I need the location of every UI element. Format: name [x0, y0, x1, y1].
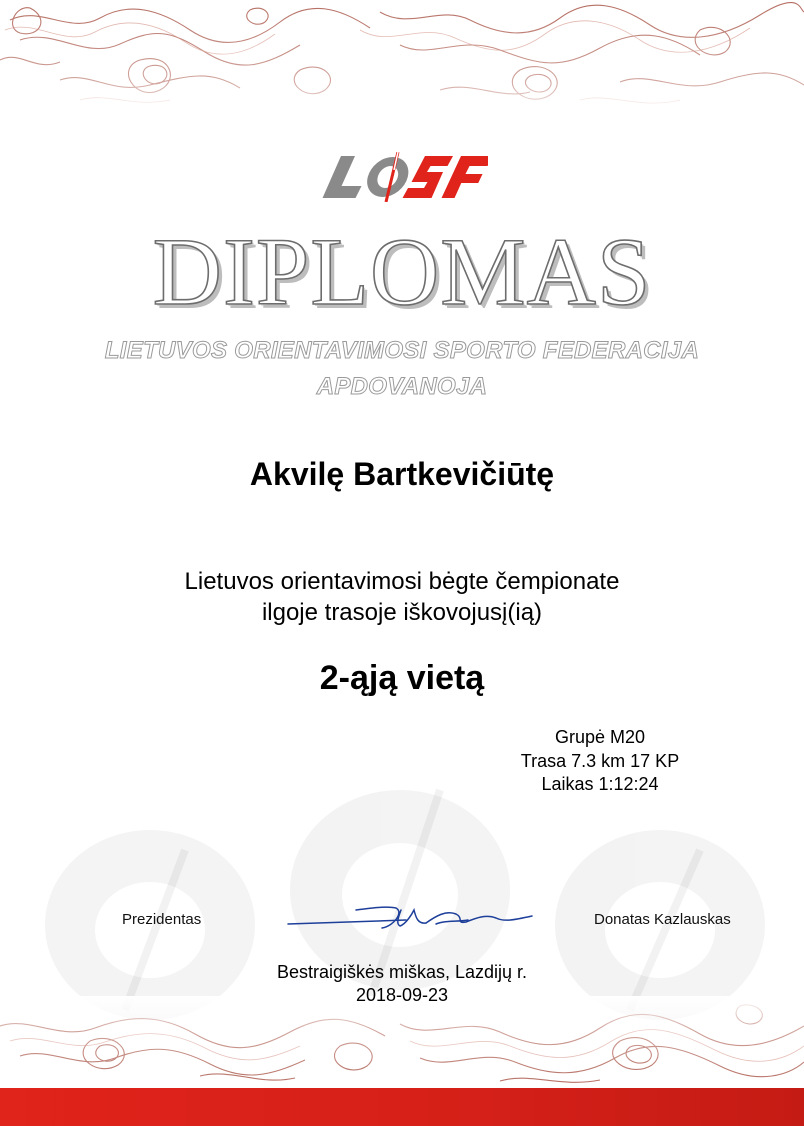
losf-logo [322, 152, 488, 202]
topographic-border-bottom [0, 996, 804, 1088]
course-label: Trasa 7.3 km 17 KP [520, 750, 680, 771]
event-info [0, 961, 804, 1007]
place-award: 2-ąją vietą [319, 659, 485, 697]
signer-role: Prezidentas [122, 911, 202, 928]
topographic-border-top [0, 0, 804, 118]
achievement-line-1: Lietuvos orientavimosi bėgte čempionate [184, 568, 620, 595]
group-label: Grupė M20 [554, 727, 646, 747]
awards-text: APDOVANOJA [316, 373, 488, 400]
time-label: Laikas 1:12:24 [541, 774, 659, 794]
federation-name: LIETUVOS ORIENTAVIMOSI SPORTO FEDERACIJA [104, 337, 700, 364]
achievement-line-2: ilgoje trasoje iškovojusį(ią) [261, 599, 543, 626]
diploma-title: DIPLOMAS [152, 218, 652, 325]
achievement-text [0, 566, 804, 628]
bottom-red-bar [0, 1088, 804, 1126]
signer-name: Donatas Kazlauskas [594, 911, 731, 928]
event-date: 2018-09-23 [355, 985, 449, 1005]
recipient-name: Akvilę Bartkevičiūtę [249, 456, 555, 492]
event-location: Bestraigiškės miškas, Lazdijų r. [276, 962, 528, 982]
result-details [490, 726, 710, 797]
signature [286, 896, 536, 936]
